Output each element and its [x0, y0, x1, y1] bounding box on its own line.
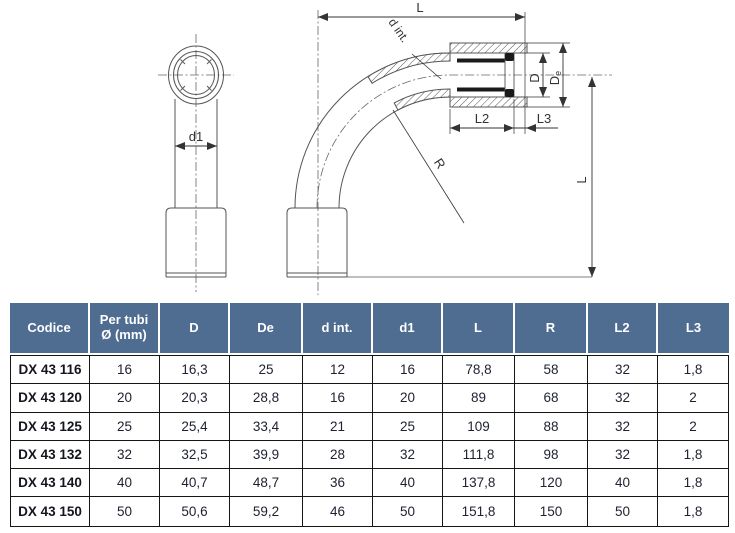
table-cell: 33,4: [230, 413, 303, 441]
table-cell: 68: [515, 384, 588, 412]
table-cell: 40: [373, 469, 443, 497]
table-cell: 78,8: [443, 356, 515, 384]
table-cell: 32: [588, 441, 658, 469]
table-cell: 16,3: [160, 356, 230, 384]
col-header-d: D: [160, 303, 230, 353]
table-cell: 89: [443, 384, 515, 412]
socket-top-wall: [450, 43, 527, 53]
front-view: [158, 34, 234, 292]
table-cell: 1,8: [658, 356, 728, 384]
table-cell: 150: [515, 497, 588, 525]
dim-label-l-top: L: [416, 0, 424, 15]
table-cell: 28,8: [230, 384, 303, 412]
dim-label-de-main: D: [547, 75, 562, 86]
dim-label-de-sub: e: [553, 70, 563, 76]
table-cell: 16: [303, 384, 373, 412]
table-cell: 25,4: [160, 413, 230, 441]
table-cell: 32: [373, 441, 443, 469]
col-header-per-tubi: Per tubi Ø (mm): [90, 303, 160, 353]
table-cell: 25: [373, 413, 443, 441]
col-header-l3: L3: [658, 303, 729, 353]
table-cell: 40,7: [160, 469, 230, 497]
table-cell: 137,8: [443, 469, 515, 497]
table-cell: 50,6: [160, 497, 230, 525]
side-socket-bottom: [287, 208, 347, 277]
table-cell: 16: [90, 356, 160, 384]
table-cell: 1,8: [658, 469, 728, 497]
seal-bottom: [505, 89, 514, 97]
dim-label-de: [547, 71, 563, 85]
table-cell: 48,7: [230, 469, 303, 497]
dim-label-l-right: L: [574, 176, 589, 184]
col-header-l2: L2: [588, 303, 658, 353]
table-cell: 21: [303, 413, 373, 441]
table-cell: 36: [303, 469, 373, 497]
table-cell: 25: [230, 356, 303, 384]
table-cell: 20,3: [160, 384, 230, 412]
table-body: [10, 355, 729, 527]
side-view: [287, 0, 612, 295]
table-cell: DX 43 125: [11, 413, 90, 441]
table-header-row: [10, 303, 729, 353]
table-cell: 32: [90, 441, 160, 469]
table-cell: 111,8: [443, 441, 515, 469]
table-cell: 120: [515, 469, 588, 497]
table-cell: DX 43 150: [11, 497, 90, 525]
socket-rib-bottom: [457, 88, 505, 92]
table-cell: 50: [373, 497, 443, 525]
table-cell: DX 43 116: [11, 356, 90, 384]
table-cell: 98: [515, 441, 588, 469]
table-cell: DX 43 120: [11, 384, 90, 412]
table-cell: 16: [373, 356, 443, 384]
table-cell: 46: [303, 497, 373, 525]
table-cell: 2: [658, 413, 728, 441]
table-cell: 25: [90, 413, 160, 441]
col-header-l: L: [443, 303, 515, 353]
table-cell: 88: [515, 413, 588, 441]
table-cell: 109: [443, 413, 515, 441]
col-header-d-int: d int.: [303, 303, 373, 353]
table-cell: 40: [588, 469, 658, 497]
seal-top: [505, 53, 514, 61]
table-cell: 20: [90, 384, 160, 412]
table-cell: 20: [373, 384, 443, 412]
side-socket-bottom-lines: [287, 273, 347, 277]
dim-label-r: R: [430, 155, 449, 172]
table-cell: 40: [90, 469, 160, 497]
table-cell: 151,8: [443, 497, 515, 525]
dim-label-d-int: d int.: [385, 15, 412, 46]
table-cell: DX 43 140: [11, 469, 90, 497]
col-header-d1: d1: [373, 303, 443, 353]
socket-rib-top: [457, 59, 505, 63]
dim-label-d: D: [527, 73, 542, 83]
socket-bottom-wall: [450, 97, 527, 107]
table-cell: 32: [588, 356, 658, 384]
table-cell: 58: [515, 356, 588, 384]
table-cell: 28: [303, 441, 373, 469]
r-radius-line: [393, 110, 464, 223]
dim-label-l3: L3: [536, 111, 552, 126]
col-header-codice: Codice: [10, 303, 90, 353]
bend-outer-wall-hatched: [368, 53, 450, 83]
col-header-r: R: [515, 303, 588, 353]
table-cell: 12: [303, 356, 373, 384]
bend-inner-wall-hatched: [394, 89, 450, 110]
bend-inner-arc: [339, 97, 450, 208]
table-cell: DX 43 132: [11, 441, 90, 469]
table-cell: 32: [588, 413, 658, 441]
dim-label-d1: d1: [188, 129, 204, 144]
table-cell: 32,5: [160, 441, 230, 469]
table-cell: 32: [588, 384, 658, 412]
table-cell: 50: [588, 497, 658, 525]
table-cell: 50: [90, 497, 160, 525]
table-cell: 59,2: [230, 497, 303, 525]
table-cell: 1,8: [658, 497, 728, 525]
extension-lines: [450, 12, 570, 134]
dim-label-l2: L2: [474, 111, 490, 126]
spec-table: [10, 303, 729, 527]
col-header-de: De: [230, 303, 303, 353]
table-cell: 39,9: [230, 441, 303, 469]
table-cell: 2: [658, 384, 728, 412]
table-cell: 1,8: [658, 441, 728, 469]
